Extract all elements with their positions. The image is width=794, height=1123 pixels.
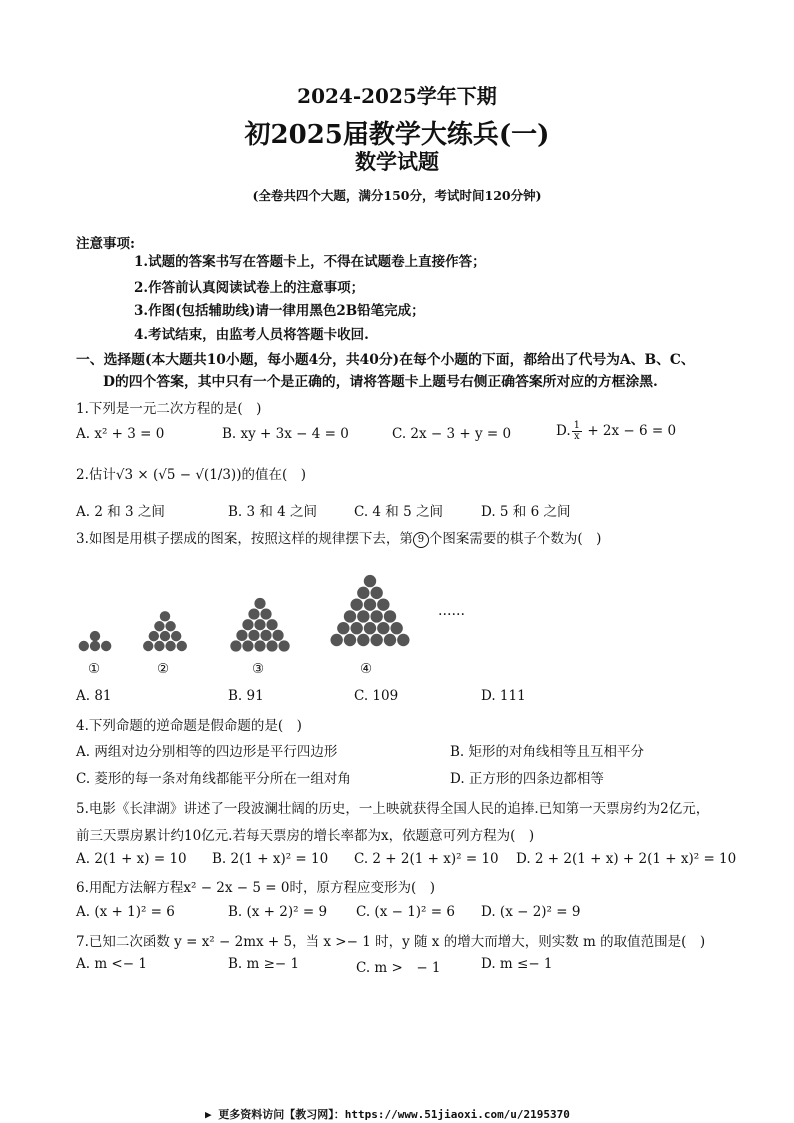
- stone: [248, 608, 259, 619]
- q4-stem: 4.下列命题的逆命题是假命题的是( ): [76, 718, 302, 734]
- q5-stem-line2: 前三天票房累计约10亿元.若每天票房的增长率都为x，依题意可列方程为( ): [76, 828, 535, 844]
- q3-stem-post: 个图案需要的棋子个数为( ): [428, 531, 602, 547]
- q6-option-c: C. (x − 1)² = 6: [356, 904, 455, 920]
- stone: [254, 598, 265, 609]
- q3-option-c: C. 109: [354, 688, 399, 704]
- q2-option-c: C. 4 和 5 之间: [354, 504, 443, 520]
- stone: [370, 587, 382, 599]
- q6-option-b: B. (x + 2)² = 9: [228, 904, 328, 920]
- stone: [364, 622, 376, 634]
- q3-stem: [76, 527, 601, 548]
- stone: [248, 630, 259, 641]
- stone: [364, 575, 376, 587]
- stone: [370, 634, 382, 646]
- stone: [171, 631, 181, 641]
- exam-title: 初2025届教学大练兵(一): [244, 120, 550, 150]
- q3-option-b: B. 91: [228, 688, 264, 704]
- notice-item-4: 4.考试结束，由监考人员将答题卡收回.: [134, 327, 369, 343]
- q6-option-d: D. (x − 2)² = 9: [481, 904, 581, 920]
- stone: [242, 640, 253, 651]
- notice-item-3: 3.作图(包括辅助线)请一律用黑色2B铅笔完成；: [134, 303, 425, 319]
- stone: [90, 641, 100, 651]
- q5-option-c: C. 2 + 2(1 + x)² = 10: [354, 851, 499, 867]
- stone: [278, 640, 289, 651]
- stone: [370, 610, 382, 622]
- q1-fraction: [572, 421, 582, 442]
- stone: [79, 641, 89, 651]
- q3-stem-pre: 3.如图是用棋子摆成的图案，按照这样的规律摆下去，第: [76, 531, 413, 547]
- q2-stem: [76, 463, 306, 483]
- stone: [330, 634, 342, 646]
- stone: [101, 641, 111, 651]
- q1-stem: 1.下列是一元二次方程的是( ): [76, 401, 262, 417]
- stone: [384, 610, 396, 622]
- q1-fraction-num: 1: [573, 420, 581, 431]
- stone: [260, 630, 271, 641]
- stone: [160, 631, 170, 641]
- q5-option-d: D. 2 + 2(1 + x) + 2(1 + x)² = 10: [516, 851, 737, 867]
- stone: [272, 630, 283, 641]
- q5-option-b: B. 2(1 + x)² = 10: [212, 851, 329, 867]
- stone: [90, 631, 100, 641]
- stone: [242, 619, 253, 630]
- stone: [357, 587, 369, 599]
- q4-option-a: A. 两组对边分别相等的四边形是平行四边形: [76, 744, 338, 760]
- stone: [149, 631, 159, 641]
- stone: [177, 641, 187, 651]
- notice-title: 注意事项:: [76, 236, 135, 252]
- section-1-heading-line1: 一、选择题(本大题共10小题，每小题4分，共40分)在每个小题的下面，都给出了代号为A、B、C、: [76, 352, 695, 368]
- stone: [154, 621, 164, 631]
- pattern-3: [230, 598, 289, 652]
- q4-option-b: B. 矩形的对角线相等且互相平分: [450, 744, 645, 760]
- exam-note: (全卷共四个大题，满分150分，考试时间120分钟): [252, 188, 542, 203]
- q2-stem-pre: 2.估计: [76, 467, 116, 483]
- q6-stem: 6.用配方法解方程x² − 2x − 5 = 0时，原方程应变形为( ): [76, 880, 436, 896]
- stone: [154, 641, 164, 651]
- stone: [337, 622, 349, 634]
- pattern-label-4: ④: [360, 661, 373, 677]
- stone: [384, 634, 396, 646]
- q1-option-b: B. xy + 3x − 4 = 0: [222, 426, 349, 442]
- stone: [397, 634, 409, 646]
- stone: [377, 622, 389, 634]
- q3-stone-patterns-figure: [0, 550, 794, 690]
- stone: [344, 634, 356, 646]
- pattern-label-3: ③: [252, 661, 265, 677]
- stone: [344, 610, 356, 622]
- section-1-heading-line2: D的四个答案，其中只有一个是正确的，请将答题卡上题号右侧正确答案所对应的方框涂黑.: [103, 374, 658, 390]
- q4-option-c: C. 菱形的每一条对角线都能平分所在一组对角: [76, 771, 351, 787]
- pattern-1: [79, 631, 112, 651]
- stone: [254, 619, 265, 630]
- subject-title: 数学试题: [355, 149, 439, 174]
- pattern-4: [330, 575, 409, 646]
- stone: [364, 598, 376, 610]
- q2-stem-post: 的值在( ): [241, 467, 307, 483]
- q3-pattern-number: 9: [413, 532, 429, 548]
- q7-stem: 7.已知二次函数 y = x² − 2mx + 5，当 x >− 1 时，y 随 x 的增大而增大，则实数 m 的取值范围是( ): [76, 934, 706, 950]
- stone: [377, 598, 389, 610]
- q7-option-b: B. m ≥− 1: [228, 956, 300, 972]
- q1-option-d: [556, 421, 676, 442]
- q2-option-b: B. 3 和 4 之间: [228, 504, 318, 520]
- stone: [165, 621, 175, 631]
- q7-option-c: C. m > − 1: [356, 960, 441, 976]
- q7-option-a: A. m <− 1: [76, 956, 147, 972]
- stone: [260, 608, 271, 619]
- stone: [143, 641, 153, 651]
- q7-option-d: D. m ≤− 1: [481, 956, 553, 972]
- q2-expression: √3 × (√5 − √(1/3)): [115, 467, 242, 483]
- q2-option-a: A. 2 和 3 之间: [76, 504, 165, 520]
- q1-option-d-rest: + 2x − 6 = 0: [587, 423, 677, 439]
- q2-option-d: D. 5 和 6 之间: [481, 504, 571, 520]
- stone: [350, 598, 362, 610]
- stone: [266, 619, 277, 630]
- q3-option-d: D. 111: [481, 688, 526, 704]
- q5-stem-line1: 5.电影《长津湖》讲述了一段波澜壮阔的历史，一上映就获得全国人民的追捧.已知第一天票房约为2亿元，: [76, 801, 710, 817]
- pattern-label-1: ①: [88, 661, 101, 677]
- stone: [357, 634, 369, 646]
- stone: [266, 640, 277, 651]
- pattern-ellipsis: ……: [438, 603, 465, 619]
- q1-option-a: A. x² + 3 = 0: [76, 426, 165, 442]
- q4-option-d: D. 正方形的四条边都相等: [450, 771, 604, 787]
- stone: [230, 640, 241, 651]
- q1-option-d-label: D.: [556, 423, 571, 439]
- stone: [254, 640, 265, 651]
- notice-item-1: 1.试题的答案书写在答题卡上，不得在试题卷上直接作答；: [134, 254, 486, 270]
- stone: [236, 630, 247, 641]
- q5-option-a: A. 2(1 + x) = 10: [76, 851, 187, 867]
- q1-fraction-den: x: [574, 431, 580, 442]
- notice-item-2: 2.作答前认真阅读试卷上的注意事项；: [134, 280, 365, 296]
- stone: [390, 622, 402, 634]
- footer-link[interactable]: ▶ 更多资料访问【教习网】：https://www.51jiaoxi.com/u/2195370: [205, 1108, 570, 1121]
- pattern-2: [143, 611, 187, 651]
- exam-term: 2024-2025学年下期: [297, 84, 497, 108]
- q1-option-c: C. 2x − 3 + y = 0: [392, 426, 512, 442]
- stone: [350, 622, 362, 634]
- stone: [357, 610, 369, 622]
- stone: [160, 611, 170, 621]
- q3-option-a: A. 81: [76, 688, 112, 704]
- pattern-label-2: ②: [157, 661, 170, 677]
- stone: [165, 641, 175, 651]
- q6-option-a: A. (x + 1)² = 6: [76, 904, 175, 920]
